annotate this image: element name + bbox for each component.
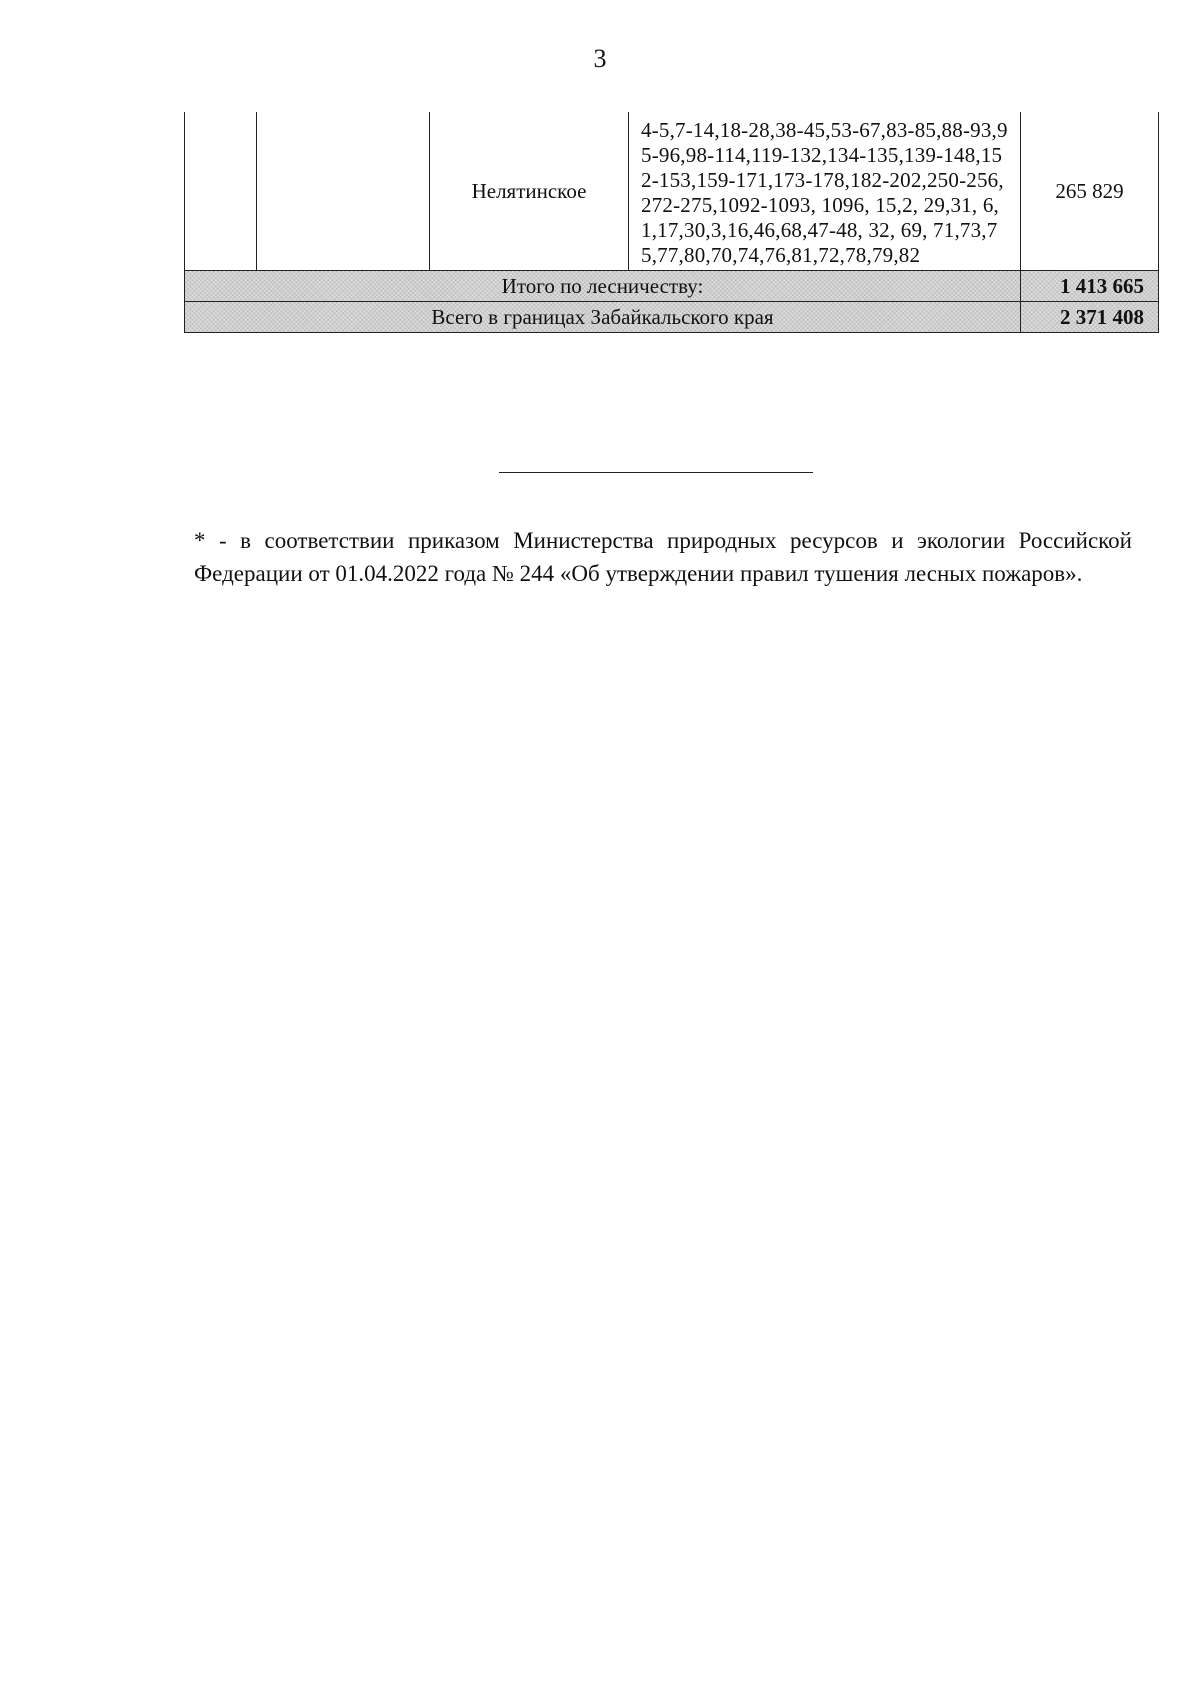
- page-number: 3: [593, 44, 607, 73]
- area-cell: 265 829: [1021, 112, 1159, 271]
- table-cell-empty: [257, 112, 430, 271]
- subtotal-value: 1 413 665: [1021, 271, 1159, 302]
- subtotal-row: [185, 271, 1159, 302]
- footnote-text: * - в соответствии приказом Министерства природных ресурсов и экологии Российской Федерации от 01.04.2022 года № 244 «Об утверждении правил тушения лесных пожаров».: [194, 528, 1132, 586]
- subtotal-label: Итого по лесничеству:: [185, 271, 1021, 302]
- forest-quarters-table: [184, 112, 1159, 333]
- footnote-divider: [499, 472, 813, 473]
- total-value: 2 371 408: [1021, 302, 1159, 333]
- quarters-cell: 4-5,7-14,18-28,38-45,53-67,83-85,88-93,95-96,98-114,119-132,134-135,139-148,152-153,159-171,173-178,182-202,250-256,272-275,1092-1093, 1096, 15,2, 29,31, 6,1,17,30,3,16,46,68,47-48, 32, 69, 71,73,75,77,80,70,74,76,81,72,78,79,82: [629, 112, 1021, 271]
- table-row: [185, 112, 1159, 271]
- table-cell-empty: [185, 112, 257, 271]
- total-row: [185, 302, 1159, 333]
- total-label: Всего в границах Забайкальского края: [185, 302, 1021, 333]
- district-cell: Нелятинское: [430, 112, 629, 271]
